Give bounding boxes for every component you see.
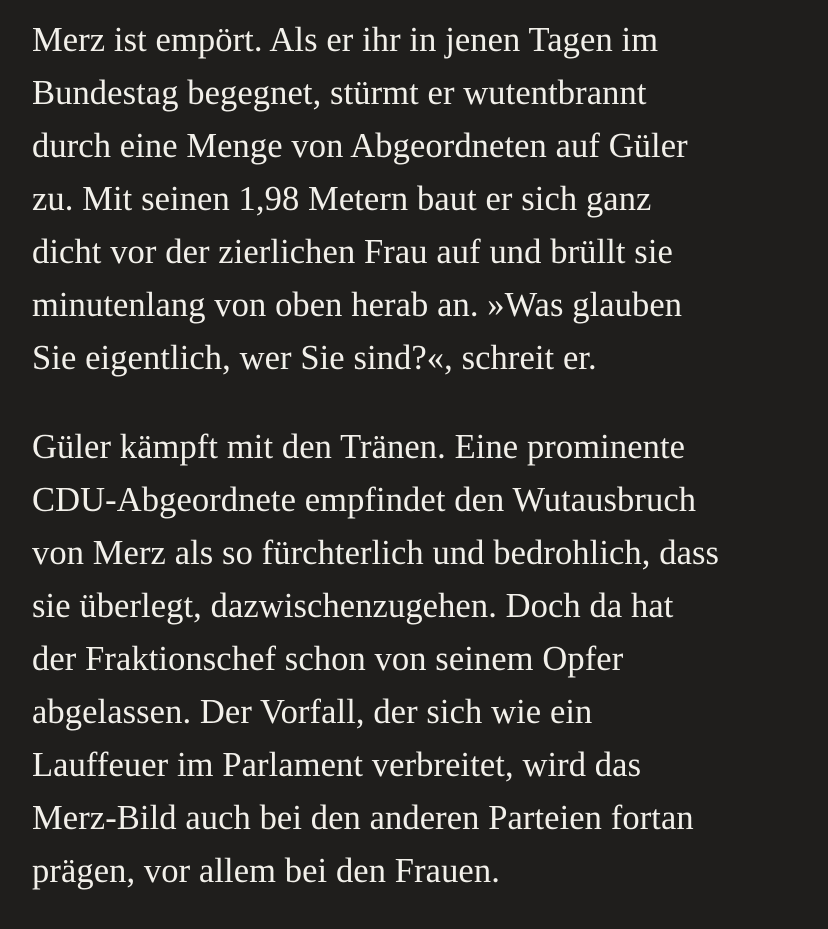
text-line: dicht vor der zierlichen Frau auf und brüllt sie [32, 233, 673, 271]
text-line: sie überlegt, dazwischenzugehen. Doch da hat [32, 587, 674, 625]
text-line: von Merz als so fürchterlich und bedrohlich, dass [32, 534, 720, 572]
paragraph-1 [32, 14, 812, 385]
article-body [32, 14, 812, 898]
text-line: Bundestag begegnet, stürmt er wutentbrannt [32, 74, 647, 112]
text-line: Merz-Bild auch bei den anderen Parteien fortan [32, 799, 694, 837]
paragraph-2 [32, 421, 812, 898]
text-line: zu. Mit seinen 1,98 Metern baut er sich ganz [32, 180, 652, 218]
text-line: abgelassen. Der Vorfall, der sich wie ein [32, 693, 593, 731]
text-line: Merz ist empört. Als er ihr in jenen Tagen im [32, 21, 659, 59]
text-line: CDU-Abgeordnete empfindet den Wutausbruch [32, 481, 697, 519]
text-line: Sie eigentlich, wer Sie sind?«, schreit er. [32, 339, 597, 377]
text-line: durch eine Menge von Abgeordneten auf Güler [32, 127, 688, 165]
text-line: Güler kämpft mit den Tränen. Eine prominente [32, 428, 686, 466]
text-line: Lauffeuer im Parlament verbreitet, wird das [32, 746, 642, 784]
text-line: der Fraktionschef schon von seinem Opfer [32, 640, 624, 678]
text-line: prägen, vor allem bei den Frauen. [32, 852, 500, 890]
text-line: minutenlang von oben herab an. »Was glauben [32, 286, 683, 324]
